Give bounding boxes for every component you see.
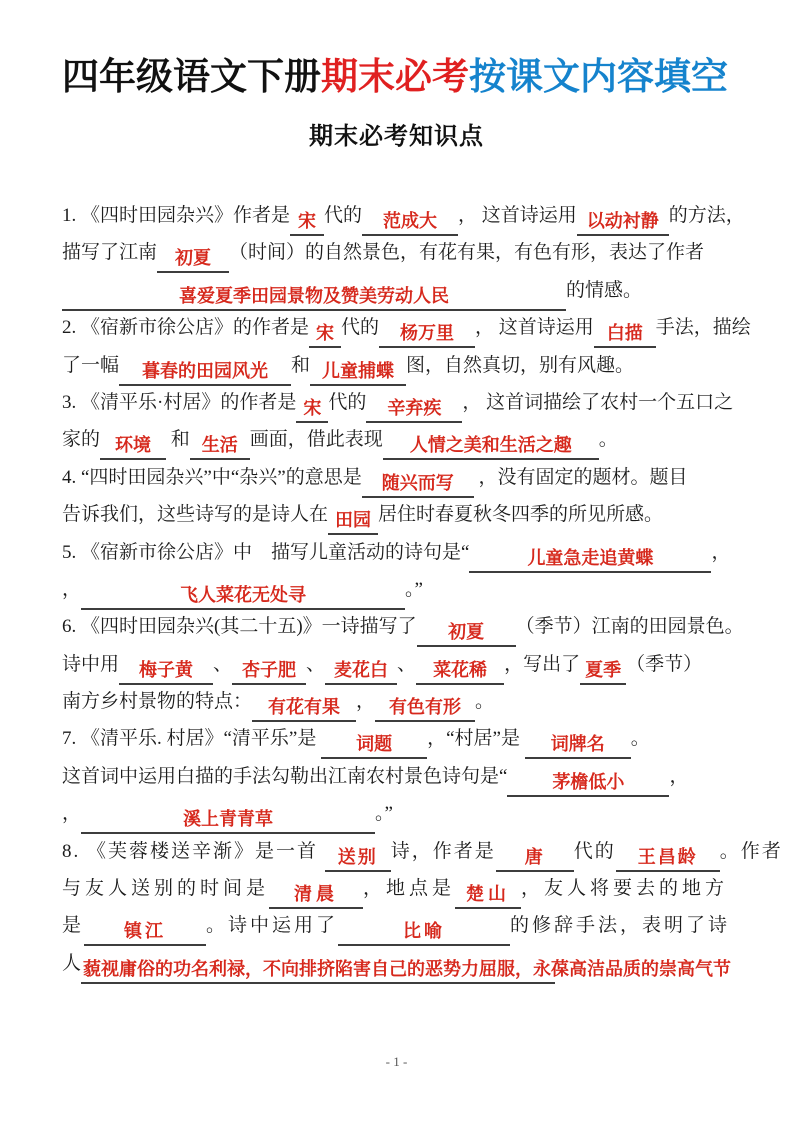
answer-text: 宋 bbox=[303, 397, 322, 418]
answer-text: 比喻 bbox=[403, 921, 446, 942]
text-line bbox=[62, 534, 737, 571]
text-run: 家的 bbox=[62, 429, 101, 451]
text-run: 和 bbox=[291, 354, 311, 376]
answer-blank bbox=[577, 208, 669, 236]
text-run: 1. 《四时田园杂兴》作者是 bbox=[62, 205, 291, 226]
text-line bbox=[62, 795, 737, 832]
answer-blank bbox=[525, 731, 631, 759]
text-run: ，友人将要去的地方 bbox=[521, 878, 729, 900]
text-run: 、 bbox=[306, 653, 326, 675]
answer-text: 初夏 bbox=[175, 248, 212, 269]
answer-text: 镇江 bbox=[124, 921, 167, 942]
text-line bbox=[62, 608, 744, 645]
answer-blank bbox=[379, 320, 475, 348]
answer-text: 人情之美和生活之趣 bbox=[409, 435, 572, 456]
text-run: 。诗中运用了 bbox=[206, 915, 339, 937]
text-line bbox=[62, 347, 737, 384]
text-run: 3. 《清平乐·村居》的作者是 bbox=[62, 391, 297, 413]
answer-text: 初夏 bbox=[448, 622, 485, 643]
document-body bbox=[62, 197, 783, 982]
text-run: 诗中用 bbox=[62, 653, 120, 675]
answer-text: 宋 bbox=[298, 211, 317, 231]
answer-text: 随兴而写 bbox=[381, 472, 454, 493]
text-run: 手法，描绘 bbox=[655, 317, 751, 339]
text-line bbox=[62, 234, 737, 271]
text-run: 7. 《清平乐. 村居》“清平乐”是 bbox=[62, 728, 322, 750]
answer-text: 词牌名 bbox=[550, 734, 605, 755]
text-run: 。” bbox=[405, 578, 423, 600]
answer-blank bbox=[252, 694, 356, 722]
text-run: 8. 《芙蓉楼送辛渐》是一首 bbox=[62, 840, 325, 862]
answer-text: 环境 bbox=[115, 435, 152, 456]
text-run: 画面，借此表现 bbox=[249, 429, 383, 451]
text-line bbox=[62, 833, 783, 870]
text-run: 的方法， bbox=[668, 205, 745, 226]
text-line bbox=[62, 384, 737, 421]
answer-text: 有花有果 bbox=[268, 697, 341, 718]
answer-blank bbox=[81, 582, 405, 610]
title-part-blue: 按课文内容填空 bbox=[469, 56, 728, 97]
text-run: 这首词中运用白描的手法勾勒出江南农村景色诗句是“ bbox=[62, 765, 508, 787]
answer-text: 儿童急走追黄蝶 bbox=[527, 547, 654, 568]
answer-text: 藐视庸俗的功名利禄，不向排挤陷害自己的恶势力屈服，永葆高洁品质的崇高气节 bbox=[83, 958, 732, 979]
text-run: ， bbox=[711, 541, 731, 563]
answer-text: 田园 bbox=[335, 510, 372, 531]
answer-blank bbox=[338, 918, 510, 946]
answer-text: 王昌龄 bbox=[637, 846, 698, 867]
text-line bbox=[62, 720, 737, 757]
answer-text: 飞人菜花无处寻 bbox=[180, 584, 307, 605]
text-run: ， 这首诗运用 bbox=[475, 317, 594, 339]
title-part-red: 期末必考 bbox=[321, 56, 469, 97]
text-line bbox=[62, 758, 737, 795]
answer-text: 菜花稀 bbox=[433, 659, 488, 680]
answer-text: 宋 bbox=[316, 323, 335, 344]
text-run: 6. 《四时田园杂兴(其二十五)》一诗描写了 bbox=[62, 616, 417, 638]
text-run: ， 这首词描绘了农村一个五口之 bbox=[462, 391, 734, 413]
answer-blank bbox=[325, 844, 391, 872]
answer-blank bbox=[290, 208, 324, 236]
text-line bbox=[62, 907, 737, 944]
answer-text: 杏子肥 bbox=[242, 659, 297, 680]
text-run: 。 bbox=[475, 691, 495, 713]
answer-blank bbox=[580, 657, 626, 685]
text-run: 图，自然真切，别有风趣。 bbox=[406, 354, 635, 376]
text-run: 。” bbox=[375, 803, 393, 825]
answer-blank bbox=[296, 395, 328, 423]
text-run: 。 bbox=[598, 429, 618, 451]
answer-blank bbox=[362, 470, 474, 498]
answer-text: 麦花白 bbox=[334, 659, 389, 680]
text-run: 的修辞手法，表明了诗 bbox=[510, 915, 731, 937]
answer-text: 范成大 bbox=[383, 211, 438, 231]
text-run: 与友人送别的时间是 bbox=[62, 878, 270, 900]
answer-text: 以动衬静 bbox=[586, 211, 659, 231]
answer-blank bbox=[84, 918, 206, 946]
answer-blank bbox=[417, 619, 516, 647]
text-line bbox=[62, 646, 737, 683]
text-run: 居住时春夏秋冬四季的所见所感。 bbox=[378, 504, 664, 526]
answer-text: 梅子黄 bbox=[139, 659, 194, 680]
title-part-black: 四年级语文下册 bbox=[62, 56, 321, 97]
answer-text: 清晨 bbox=[294, 884, 339, 905]
answer-text: 送别 bbox=[337, 846, 378, 867]
answer-blank bbox=[362, 208, 458, 236]
text-line bbox=[62, 870, 737, 907]
text-run: 代的 bbox=[573, 840, 616, 862]
text-run: 告诉我们，这些诗写的是诗人在 bbox=[62, 504, 329, 526]
text-run: ，没有固定的题材。题目 bbox=[473, 466, 688, 488]
text-run: 代的 bbox=[324, 205, 363, 226]
answer-text: 有色有形 bbox=[389, 697, 462, 718]
text-run: 代的 bbox=[341, 317, 380, 339]
answer-blank bbox=[507, 769, 669, 797]
text-run: ，写出了 bbox=[504, 653, 581, 675]
text-line bbox=[62, 683, 737, 720]
text-run: 、 bbox=[397, 653, 417, 675]
answer-text: 儿童捕蝶 bbox=[322, 360, 395, 381]
answer-blank bbox=[366, 395, 462, 423]
answer-blank bbox=[375, 694, 475, 722]
text-run: 描写了江南 bbox=[62, 242, 158, 264]
text-line bbox=[62, 496, 737, 533]
text-run: （时间）的自然景色，有花有果，有色有形，表达了作者 bbox=[229, 242, 705, 264]
text-run: ， bbox=[356, 691, 376, 713]
text-run: 。作者 bbox=[719, 840, 783, 862]
answer-blank bbox=[455, 881, 521, 909]
answer-blank bbox=[383, 432, 599, 460]
answer-blank bbox=[594, 320, 656, 348]
answer-blank bbox=[81, 956, 732, 984]
text-line bbox=[62, 945, 737, 982]
text-line bbox=[62, 309, 751, 346]
answer-blank bbox=[119, 358, 291, 386]
answer-blank bbox=[616, 844, 720, 872]
text-run: 5. 《宿新市徐公店》中 描写儿童活动的诗句是“ bbox=[62, 541, 470, 563]
answer-blank bbox=[190, 432, 250, 460]
answer-blank bbox=[310, 358, 406, 386]
text-run: （季节）江南的田园景色。 bbox=[515, 616, 744, 638]
answer-text: 夏季 bbox=[585, 659, 622, 680]
text-run: （季节） bbox=[626, 653, 703, 675]
text-run: 人 bbox=[62, 952, 82, 974]
text-line bbox=[62, 272, 737, 309]
answer-blank bbox=[62, 283, 566, 311]
answer-text: 词题 bbox=[356, 734, 393, 755]
text-run: ， bbox=[62, 578, 82, 600]
text-run: 诗，作者是 bbox=[390, 840, 496, 862]
answer-blank bbox=[309, 320, 341, 348]
answer-text: 溪上青青草 bbox=[183, 809, 274, 830]
answer-blank bbox=[325, 657, 397, 685]
text-run: 是 bbox=[62, 915, 85, 937]
answer-text: 暮春的田园风光 bbox=[142, 360, 269, 381]
answer-blank bbox=[119, 657, 213, 685]
text-run: 。 bbox=[630, 728, 650, 750]
text-line bbox=[62, 197, 745, 234]
text-line bbox=[62, 421, 737, 458]
answer-blank bbox=[328, 507, 378, 535]
text-run: ，“村居”是 bbox=[427, 728, 525, 750]
answer-text: 辛弃疾 bbox=[387, 397, 442, 418]
page-subtitle: 期末必考知识点 bbox=[309, 123, 484, 150]
answer-text: 茅檐低小 bbox=[552, 771, 625, 792]
text-run: 的情感。 bbox=[566, 279, 643, 301]
text-run: ， bbox=[62, 803, 82, 825]
answer-blank bbox=[232, 657, 306, 685]
page-number: - 1 - bbox=[385, 1054, 408, 1069]
answer-text: 杨万里 bbox=[400, 323, 455, 344]
answer-text: 生活 bbox=[201, 435, 238, 456]
text-run: ，地点是 bbox=[363, 878, 456, 900]
text-run: 了一幅 bbox=[62, 354, 120, 376]
answer-text: 白描 bbox=[606, 323, 643, 344]
text-run: 南方乡村景物的特点： bbox=[62, 691, 253, 713]
text-run: 4. “四时田园杂兴”中“杂兴”的意思是 bbox=[62, 466, 362, 488]
page-title bbox=[62, 46, 753, 100]
answer-blank bbox=[469, 545, 711, 573]
answer-blank bbox=[496, 844, 574, 872]
answer-blank bbox=[100, 432, 166, 460]
text-line bbox=[62, 459, 737, 496]
answer-blank bbox=[416, 657, 504, 685]
text-run: 2. 《宿新市徐公店》的作者是 bbox=[62, 317, 310, 339]
text-run: ， 这首诗运用 bbox=[458, 205, 577, 226]
answer-text: 喜爱夏季田园景物及赞美劳动人民 bbox=[179, 285, 449, 306]
answer-blank bbox=[157, 245, 229, 273]
answer-blank bbox=[321, 731, 427, 759]
text-run: 、 bbox=[213, 653, 233, 675]
answer-text: 唐 bbox=[524, 846, 545, 867]
text-run: 和 bbox=[166, 429, 190, 451]
answer-blank bbox=[269, 881, 363, 909]
text-line bbox=[62, 571, 737, 608]
text-run: 代的 bbox=[328, 391, 367, 413]
answer-blank bbox=[81, 806, 375, 834]
answer-text: 楚山 bbox=[466, 884, 511, 905]
text-run: ， bbox=[669, 765, 689, 787]
